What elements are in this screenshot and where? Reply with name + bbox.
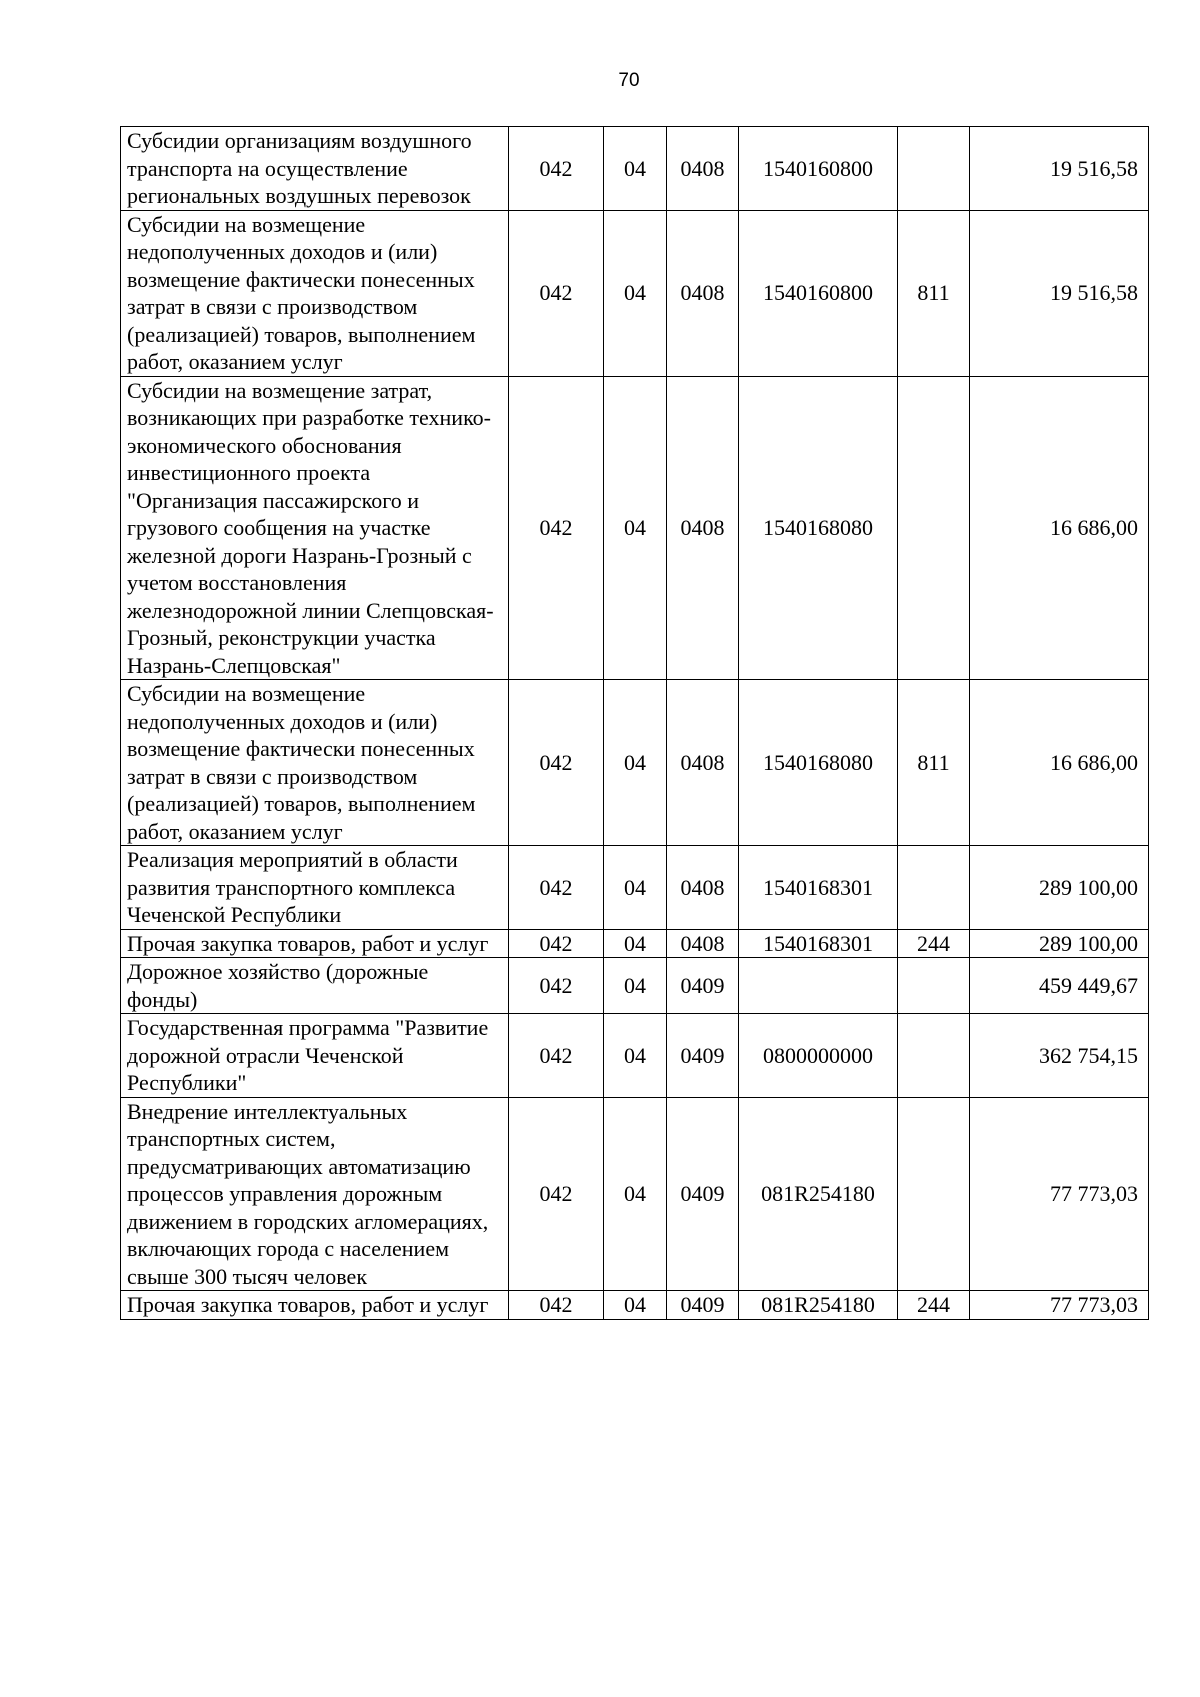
table-row [121,1014,1149,1098]
subsection-code: 0408 [667,680,739,846]
section-code: 04 [604,127,667,211]
target-article-code: 1540168301 [739,929,898,958]
subsection-code: 0408 [667,210,739,376]
ministry-code: 042 [509,1291,604,1320]
amount: 289 100,00 [970,846,1149,930]
ministry-code: 042 [509,929,604,958]
amount: 19 516,58 [970,127,1149,211]
expense-type-code: 244 [898,1291,970,1320]
target-article-code: 081R254180 [739,1097,898,1291]
budget-table [120,126,1149,1320]
amount: 16 686,00 [970,376,1149,680]
target-article-code: 1540168080 [739,376,898,680]
expense-type-code: 811 [898,210,970,376]
subsection-code: 0409 [667,1014,739,1098]
table-row [121,210,1149,376]
subsection-code: 0409 [667,958,739,1014]
target-article-code: 1540168301 [739,846,898,930]
section-code: 04 [604,958,667,1014]
amount: 16 686,00 [970,680,1149,846]
amount: 19 516,58 [970,210,1149,376]
table-row [121,680,1149,846]
target-article-code: 1540160800 [739,210,898,376]
section-code: 04 [604,929,667,958]
ministry-code: 042 [509,958,604,1014]
subsection-code: 0408 [667,376,739,680]
subsection-code: 0408 [667,929,739,958]
ministry-code: 042 [509,846,604,930]
ministry-code: 042 [509,127,604,211]
row-name: Дорожное хозяйство (дорожные фонды) [121,958,509,1014]
target-article-code: 081R254180 [739,1291,898,1320]
expense-type-code [898,846,970,930]
expense-type-code: 811 [898,680,970,846]
section-code: 04 [604,846,667,930]
page-number: 70 [618,70,640,91]
expense-type-code [898,1014,970,1098]
expense-type-code [898,376,970,680]
section-code: 04 [604,1014,667,1098]
row-name: Субсидии на возмещение недополученных доходов и (или) возмещение фактически понесенных затрат в связи с производством (реализацией) товаров, выполнением работ, оказанием услуг [121,210,509,376]
expense-type-code [898,958,970,1014]
amount: 459 449,67 [970,958,1149,1014]
target-article-code: 1540160800 [739,127,898,211]
amount: 289 100,00 [970,929,1149,958]
table-row [121,376,1149,680]
target-article-code: 0800000000 [739,1014,898,1098]
row-name: Субсидии на возмещение затрат, возникающих при разработке технико-экономического обоснования инвестиционного проекта "Организация пассажирского и грузового сообщения на участке железной дороги Назрань-Грозный с учетом восстановления железнодорожной линии Слепцовская-Грозный, реконструкции участка Назрань-Слепцовская" [121,376,509,680]
table-row [121,127,1149,211]
table-row [121,846,1149,930]
expense-type-code [898,1097,970,1291]
ministry-code: 042 [509,210,604,376]
target-article-code: 1540168080 [739,680,898,846]
target-article-code [739,958,898,1014]
expense-type-code: 244 [898,929,970,958]
section-code: 04 [604,680,667,846]
amount: 362 754,15 [970,1014,1149,1098]
ministry-code: 042 [509,1097,604,1291]
ministry-code: 042 [509,376,604,680]
section-code: 04 [604,210,667,376]
amount: 77 773,03 [970,1097,1149,1291]
row-name: Внедрение интеллектуальных транспортных систем, предусматривающих автоматизацию процессов управления дорожным движением в городских агломерациях, включающих города с населением свыше 300 тысяч человек [121,1097,509,1291]
row-name: Реализация мероприятий в области развития транспортного комплекса Чеченской Республики [121,846,509,930]
expense-type-code [898,127,970,211]
row-name: Субсидии на возмещение недополученных доходов и (или) возмещение фактически понесенных затрат в связи с производством (реализацией) товаров, выполнением работ, оказанием услуг [121,680,509,846]
table-row [121,1291,1149,1320]
subsection-code: 0409 [667,1097,739,1291]
row-name: Прочая закупка товаров, работ и услуг [121,1291,509,1320]
section-code: 04 [604,1097,667,1291]
row-name: Прочая закупка товаров, работ и услуг [121,929,509,958]
table-row [121,1097,1149,1291]
row-name: Субсидии организациям воздушного транспорта на осуществление региональных воздушных перевозок [121,127,509,211]
amount: 77 773,03 [970,1291,1149,1320]
subsection-code: 0408 [667,846,739,930]
table-row [121,958,1149,1014]
table-row [121,929,1149,958]
row-name: Государственная программа "Развитие дорожной отрасли Чеченской Республики" [121,1014,509,1098]
section-code: 04 [604,376,667,680]
subsection-code: 0408 [667,127,739,211]
ministry-code: 042 [509,680,604,846]
section-code: 04 [604,1291,667,1320]
subsection-code: 0409 [667,1291,739,1320]
ministry-code: 042 [509,1014,604,1098]
